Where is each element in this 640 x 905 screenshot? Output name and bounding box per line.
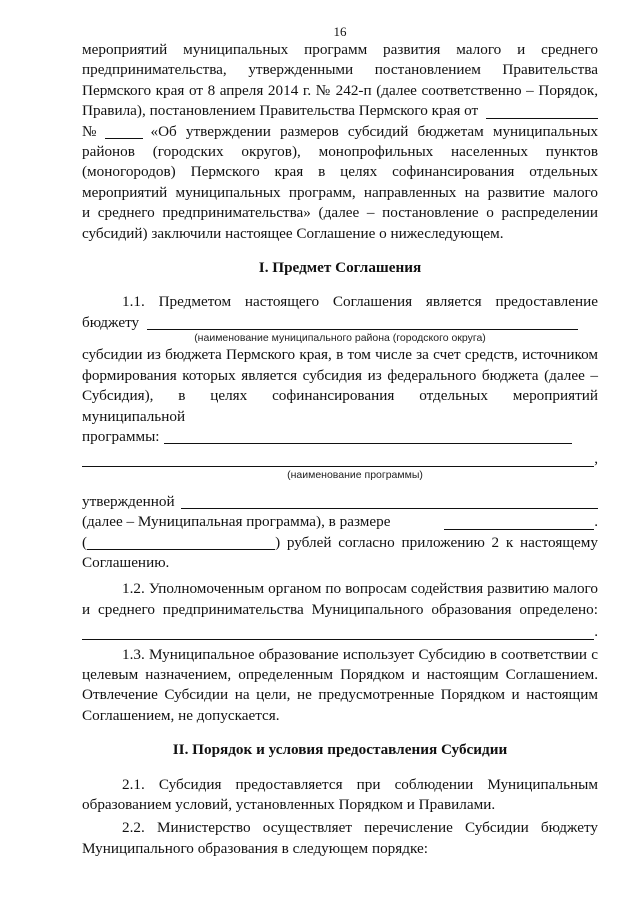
- clause-1-1-line: субсидии из бюджета Пермского края, в том числе за счет средств, источником: [82, 346, 598, 364]
- page-number: 16: [333, 24, 347, 39]
- intro-line: районов (городских округов), монопрофильных населенных пунктов: [82, 143, 598, 161]
- intro-line-with-blank: [82, 122, 598, 142]
- amount-blank: [444, 515, 594, 530]
- clause-text: (далее – Муниципальная программа), в размере: [82, 513, 391, 531]
- clause-1-3: 1.3. Муниципальное образование использует Субсидию в соответствии с целевым назначением, определенным Порядком и настоящим Соглашением. Отвлечение Субсидии на цели, не предусмотренные Порядком и настоящим Соглашением, не допускается.: [82, 645, 598, 724]
- amount-line: [82, 512, 598, 532]
- authority-blank: [82, 625, 594, 640]
- approved-blank: [181, 494, 598, 509]
- intro-line: мероприятий муниципальных программ развития малого и среднего: [82, 41, 598, 58]
- intro-line: предпринимательства, утвержденными постановлением Правительства: [82, 61, 598, 79]
- clause-1-2-line: и среднего предпринимательства Муниципального образования определено:: [82, 600, 598, 618]
- intro-line: Пермского края от 8 апреля 2014 г. № 242-п (далее соответственно – Порядок,: [82, 81, 598, 99]
- program-caption: (наименование программы): [287, 468, 423, 481]
- clause-text: бюджету: [82, 313, 140, 331]
- amount-words-blank: [87, 535, 275, 550]
- intro-text: «Об утверждении размеров субсидий бюджетам муниципальных: [150, 122, 598, 140]
- program-line-2: [82, 449, 598, 469]
- period: .: [594, 623, 598, 641]
- intro-line: (моногородов) Пермского края в целях софинансирования отдельных: [82, 163, 598, 181]
- clause-1-1-line: 1.1. Предметом настоящего Соглашения является предоставление: [122, 293, 598, 311]
- municipality-caption: (наименование муниципального района (городского округа): [194, 332, 486, 345]
- clause-1-1-line: Соглашению.: [82, 553, 170, 571]
- program-blank-2: [82, 452, 594, 467]
- open-paren: (: [82, 533, 88, 551]
- decree-number-blank: [105, 124, 143, 139]
- amount-words-line: [82, 533, 598, 553]
- clause-1-1-line: Субсидия), в целях софинансирования отдельных мероприятий муниципальной: [82, 387, 598, 425]
- document-body: [82, 40, 598, 859]
- clause-1-2-line: 1.2. Уполномоченным органом по вопросам содействия развитию малого: [122, 580, 598, 598]
- clause-text: программы:: [82, 427, 160, 445]
- comma: ,: [594, 450, 598, 468]
- clause-1-1-line: формирования которых является субсидия из федерального бюджета (далее –: [82, 366, 598, 384]
- decree-date-blank: [486, 104, 598, 119]
- approved-line: [82, 492, 598, 512]
- section-heading-2: II. Порядок и условия предоставления Субсидии: [172, 741, 508, 759]
- clause-text: утвержденной: [82, 492, 175, 510]
- municipality-line: [82, 313, 598, 333]
- intro-text: Правила), постановлением Правительства Пермского края от: [82, 102, 479, 120]
- intro-line: и среднего предпринимательства» (далее – постановление о распределении: [82, 204, 598, 222]
- intro-line-with-blank: [82, 101, 598, 121]
- program-blank: [164, 429, 572, 444]
- intro-line: субсидий) заключили настоящее Соглашение о нижеследующем.: [82, 224, 504, 242]
- clause-2-2: 2.2. Министерство осуществляет перечисление Субсидии бюджету Муниципального образования в следующем порядке:: [82, 819, 598, 857]
- period: .: [594, 513, 598, 531]
- clause-text: ) рублей согласно приложению 2 к настоящему: [275, 533, 598, 551]
- section-heading-1: I. Предмет Соглашения: [258, 259, 422, 277]
- municipality-blank: [147, 315, 578, 330]
- intro-line: мероприятий муниципальных программ, направленных на развитие малого: [82, 183, 598, 201]
- clause-2-1: 2.1. Субсидия предоставляется при соблюдении Муниципальным образованием условий, установленных Порядком и Правилами.: [82, 775, 598, 813]
- authority-line: [82, 622, 598, 642]
- number-sign: №: [82, 122, 97, 140]
- program-line: [82, 427, 598, 447]
